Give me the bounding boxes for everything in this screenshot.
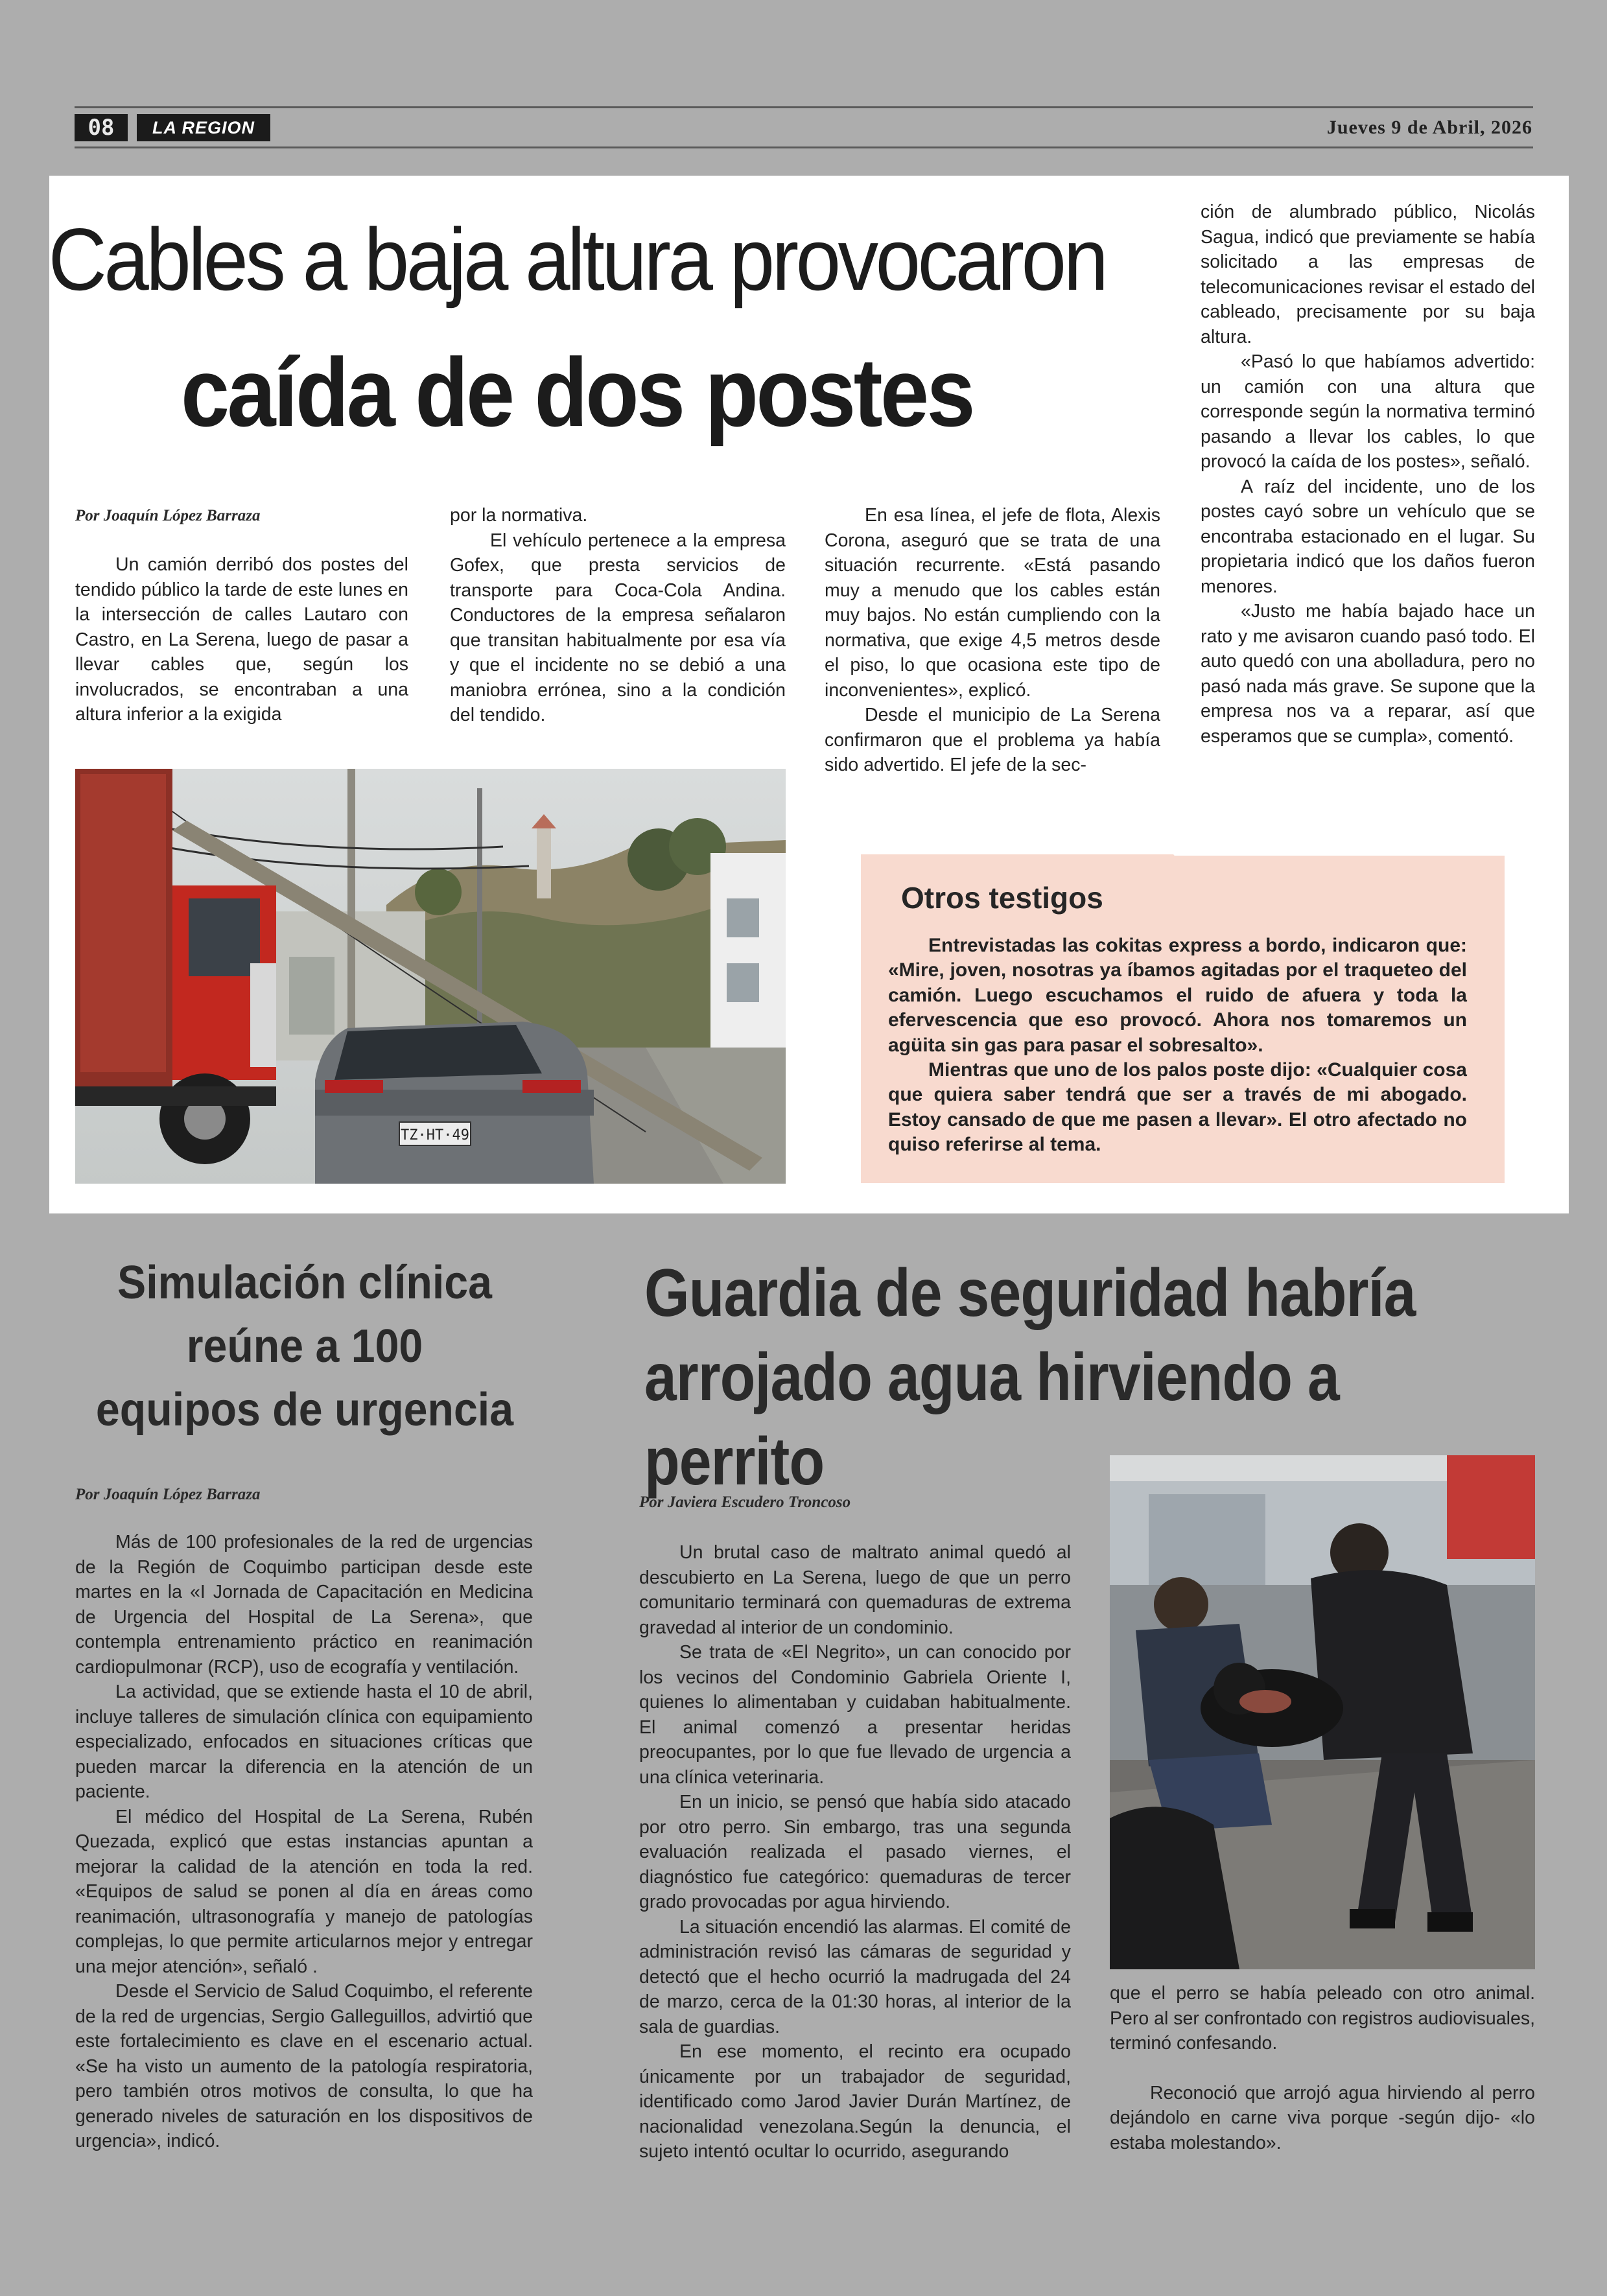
article2-paragraph: Más de 100 profesionales de la red de urgencias de la Región de Coquimbo participan desde este martes en la «I Jornada de Capacitación en Medicina de Urgencia del Hospital de La Serena», que contempla entrenamiento práctico en reanimación cardiopulmonar (RCP), uso de ecografía y ventilación.: [75, 1532, 533, 1678]
issue-date: Jueves 9 de Abril, 2026: [1326, 117, 1532, 138]
article1-col4-paragraph: ción de alumbrado público, Nicolás Sagua, indicó que previamente se había solicitado a las empresas de telecomunicaciones revisar el estado del cableado, precisamente por su baja altura.: [1201, 202, 1535, 347]
article1-title-line2: caída de dos postes: [180, 338, 974, 447]
dog-rescue-photo: [1110, 1455, 1535, 1969]
article2-title: [84, 1251, 526, 1442]
article1-column-3: [825, 503, 1160, 778]
article2-paragraph: La actividad, que se extiende hasta el 10 de abril, incluye talleres de simulación clínica con equipamiento especializado, enfocados en situaciones críticas que pueden marcar la diferencia en la atención de un paciente.: [75, 1681, 533, 1802]
article3-column-1: [639, 1540, 1071, 2164]
article1-byline: Por Joaquín López Barraza: [75, 507, 261, 524]
article3-byline: Por Javiera Escudero Troncoso: [639, 1494, 851, 1511]
page-number: 08: [75, 114, 128, 141]
header-rule-top: [75, 106, 1533, 108]
fallen-pole-photo-illustration: [75, 769, 786, 1184]
sidebar-paragraph: Mientras que uno de los palos poste dijo: «Cualquier cosa que quiera saber tendrá que ser a través de mi abogado. Estoy cansado de que me pasen a llevar». El otro afectado no quiso referirse al tema.: [888, 1059, 1467, 1156]
article1-col1-paragraph: Un camión derribó dos postes del tendido público la tarde de este lunes en la intersección de calles Lautaro con Castro, en La Serena, luego de pasar a llevar cables que, según los involucrados, se encontraban a una altura inferior a la exigida: [75, 554, 408, 725]
article1-column-2: [450, 503, 786, 728]
article3-col1-paragraph: En ese momento, el recinto era ocupado únicamente por un trabajador de seguridad, identificado como Jarod Javier Durán Martínez, de nacionalidad venezolana.Según la denuncia, el sujeto intentó ocultar lo ocurrido, asegurando: [639, 2041, 1071, 2162]
article1-col3-paragraph: En esa línea, el jefe de flota, Alexis Corona, aseguró que se trata de una situación recurrente. «Está pasando muy a menudo que los cables están muy bajos. No están cumpliendo con la normativa, que exige 4,5 metros desde el piso, lo que ocasiona este tipo de inconvenientes», explicó.: [825, 505, 1160, 701]
article2-title-line: reúne a 100: [186, 1320, 423, 1372]
license-plate: TZ·HT·49: [401, 1127, 469, 1143]
article2-title-line: equipos de urgencia: [95, 1384, 514, 1436]
header-rule-bottom: [75, 146, 1533, 148]
article3-title-line: arrojado agua hirviendo a perrito: [644, 1340, 1339, 1499]
article3-col1-paragraph: Un brutal caso de maltrato animal quedó al descubierto en La Serena, luego de que un perro comunitario terminará con quemaduras de extrema gravedad al interior de un condominio.: [639, 1542, 1071, 1638]
article3-column-2: [1110, 1981, 1535, 2155]
article1-column-1: [75, 552, 408, 727]
article3-col2-paragraph: que el perro se había peleado con otro animal. Pero al ser confrontado con registros audiovisuales, terminó confesando.: [1110, 1983, 1535, 2054]
article2-body: [75, 1530, 533, 2154]
article3-col1-paragraph: Se trata de «El Negrito», un can conocido por los vecinos del Condominio Gabriela Oriente I, quienes lo alimentaban y cuidaban habitualmente. El animal comenzó a presentar heridas preocupantes, por lo que fue llevado de urgencia a una clínica veterinaria.: [639, 1642, 1071, 1788]
article1-col4-paragraph: «Justo me había bajado hace un rato y me avisaron cuando pasó todo. El auto quedó con una abolladura, pero no pasó nada más grave. Se supone que la empresa nos va a reparar, así que esperamos que se cumpla», comentó.: [1201, 601, 1535, 747]
article3-col1-paragraph: En un inicio, se pensó que había sido atacado por otro perro. Sin embargo, tras una segunda evaluación realizada el pasado viernes, el diagnóstico fue categórico: quemaduras de tercer grado provocadas por agua hirviendo.: [639, 1792, 1071, 1912]
article3-col1-paragraph: La situación encendió las alarmas. El comité de administración revisó las cámaras de seguridad y detectó que el hecho ocurrió la madrugada del 24 de marzo, cerca de la 01:30 horas, al interior de la sala de guardias.: [639, 1916, 1071, 2037]
sidebar-title: Otros testigos: [901, 881, 1103, 915]
article1-col2-paragraph: El vehículo pertenece a la empresa Gofex, que presta servicios de transporte para Coca-Cola Andina. Conductores de la empresa señalaron que transitan habitualmente por esa vía y que el incidente no se debió a una maniobra errónea, sino a la condición del tendido.: [450, 530, 786, 725]
article1-col4-paragraph: «Pasó lo que habíamos advertido: un camión con una altura que corresponde según la normativa terminó pasando a llevar los cables, lo que provocó la caída de los postes», señaló.: [1201, 351, 1535, 472]
article2-title-line: Simulación clínica: [117, 1257, 492, 1309]
article1-title-line1: Cables a baja altura provocaron: [48, 210, 1106, 309]
dog-rescue-photo-illustration: [1110, 1455, 1535, 1969]
article2-paragraph: El médico del Hospital de La Serena, Rubén Quezada, explicó que estas instancias apuntan a mejorar la calidad de la atención en toda la red. «Equipos de salud se ponen al día en áreas como reanimación, ultrasonografía y manejo de patologías complejas, lo que permite articularnos mejor y entregar una mejor atención», señaló .: [75, 1806, 533, 1977]
article1-column-4: [1201, 200, 1535, 749]
article1-col2-paragraph: por la normativa.: [450, 505, 588, 526]
fallen-pole-photo: [75, 769, 786, 1184]
article3-title-line: Guardia de seguridad habría: [644, 1256, 1416, 1331]
article2-paragraph: Desde el Servicio de Salud Coquimbo, el referente de la red de urgencias, Sergio Galleguillos, advirtió que este fortalecimiento es clave en el escenario actual. «Se ha visto un aumento de la patología respiratoria, pero también otros motivos de consulta, lo que ha generado niveles de saturación en los dispositivos de urgencia», indicó.: [75, 1981, 533, 2151]
article1-col4-paragraph: A raíz del incidente, uno de los postes cayó sobre un vehículo que se encontraba estacionado en el lugar. Su propietaria indicó que los daños fueron menores.: [1201, 476, 1535, 597]
article3-col2-paragraph: Reconoció que arrojó agua hirviendo al perro dejándolo en carne viva porque -según dijo- «lo estaba molestando».: [1110, 2082, 1535, 2153]
sidebar-body: [888, 933, 1467, 1158]
article1-col3-paragraph: Desde el municipio de La Serena confirmaron que el problema ya había sido advertido. El jefe de la sec-: [825, 705, 1160, 775]
sidebar-paragraph: Entrevistadas las cokitas express a bordo, indicaron que: «Mire, joven, nosotras ya íbamos agitadas por el traqueteo del camión. Luego escuchamos el ruido de afuera y toda la efervescencia que eso provocó. Ahora nos tomaremos un agüita sin gas para pasar el sobresalto».: [888, 935, 1467, 1056]
article2-byline: Por Joaquín López Barraza: [75, 1486, 261, 1503]
masthead-logo: LA REGION: [137, 114, 270, 141]
